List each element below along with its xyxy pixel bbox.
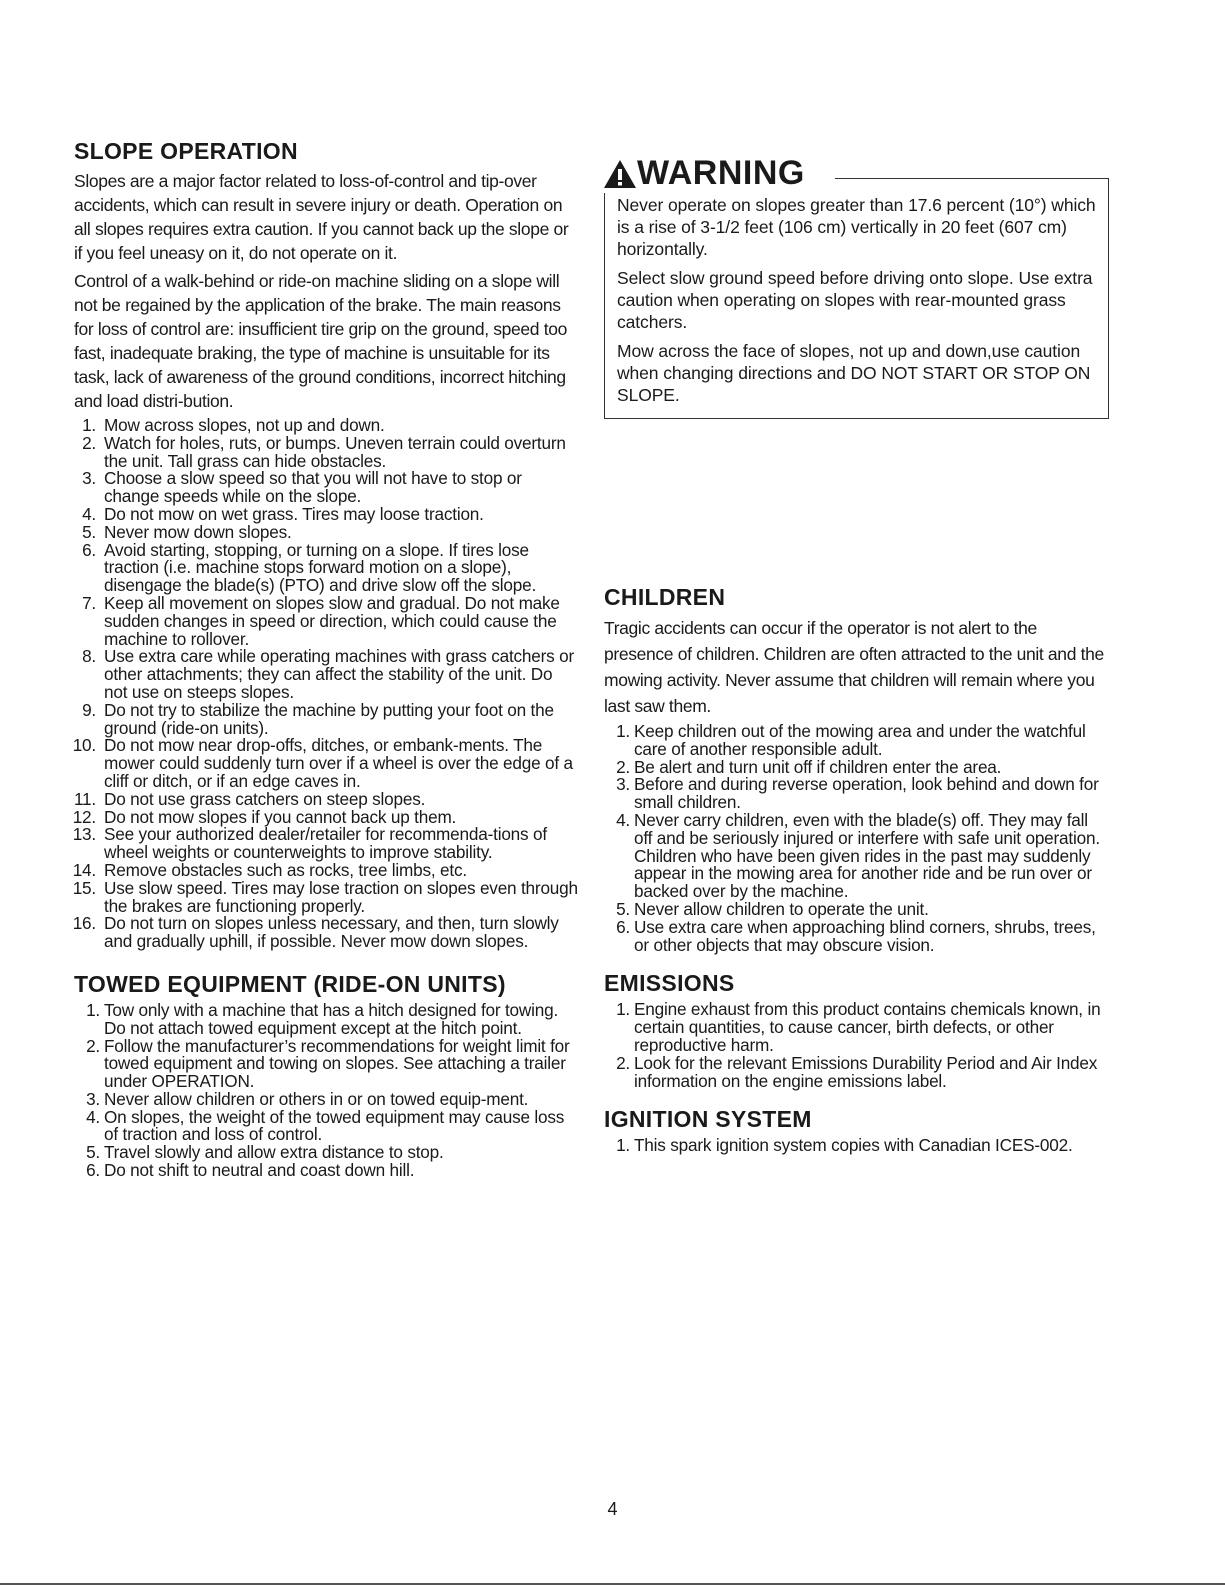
- list-item: 3 . Before and during reverse operation, look behind and down for small children.: [604, 776, 1109, 812]
- list-item: 2 . Follow the manufacturer’s recommendations for weight limit for towed equipment and towing on slopes. See attaching a trailer under OPERATION.: [74, 1038, 578, 1091]
- list-item: 6 . Use extra care when approaching blind corners, shrubs, trees, or other objects that may obscure vision.: [604, 919, 1109, 955]
- children-list: [604, 723, 1109, 954]
- list-item: 1 . Tow only with a machine that has a hitch designed for towing. Do not attach towed equipment except at the hitch point.: [74, 1002, 578, 1038]
- emissions-heading: EMISSIONS: [604, 970, 735, 997]
- list-item: 1 . Keep children out of the mowing area and under the watchful care of another responsible adult.: [604, 723, 1109, 759]
- list-item: 4 . On slopes, the weight of the towed equipment may cause loss of traction and loss of control.: [74, 1109, 578, 1145]
- list-item: 1 . Mow across slopes, not up and down.: [74, 417, 578, 435]
- ignition-system-heading: IGNITION SYSTEM: [604, 1106, 812, 1133]
- list-item: 16 . Do not turn on slopes unless necessary, and then, turn slowly and gradually uphill, if possible. Never mow down slopes.: [74, 915, 578, 951]
- list-item: 14 . Remove obstacles such as rocks, tree limbs, etc.: [74, 862, 578, 880]
- list-item: 9 . Do not try to stabilize the machine by putting your foot on the ground (ride-on units).: [74, 702, 578, 738]
- warning-paragraph: Mow across the face of slopes, not up and down,use caution when changing directions and DO NOT START OR STOP ON SLOPE.: [617, 341, 1091, 405]
- warning-border-line: [835, 178, 1108, 179]
- list-item: 8 . Use extra care while operating machines with grass catchers or other attachments; they can affect the stability of the unit. Do not use on steeps slopes.: [74, 648, 578, 701]
- slope-list: [74, 417, 578, 951]
- towed-list: [74, 999, 578, 1181]
- slope-paragraph: Slopes are a major factor related to loss-of-control and tip-over accidents, which can result in severe injury or death. Operation on all slopes requires extra caution. If you cannot back up the slope or if you feel uneasy on it, do not operate on it.: [74, 171, 569, 263]
- list-item: 5 . Never allow children to operate the unit.: [604, 901, 1109, 919]
- list-item: 1 . This spark ignition system copies with Canadian ICES-002.: [604, 1137, 1109, 1155]
- list-item: 15 . Use slow speed. Tires may lose traction on slopes even through the brakes are functioning properly.: [74, 880, 578, 916]
- list-item: 12 . Do not mow slopes if you cannot back up them.: [74, 809, 578, 827]
- warning-header: [603, 154, 813, 193]
- list-item: 3 . Never allow children or others in or on towed equip-ment.: [74, 1091, 578, 1109]
- list-item: 1 . Engine exhaust from this product contains chemicals known, in certain quantities, to cause cancer, birth defects, or other reproductive harm.: [604, 1001, 1109, 1054]
- list-item: 13 . See your authorized dealer/retailer for recommenda-tions of wheel weights or counterweights to improve stability.: [74, 826, 578, 862]
- list-item: 5 . Travel slowly and allow extra distance to stop.: [74, 1144, 578, 1162]
- warning-paragraph: Never operate on slopes greater than 17.6 percent (10°) which is a rise of 3-1/2 feet (106 cm) vertically in 20 feet (607 cm) horizontally.: [617, 195, 1096, 259]
- warning-paragraph: Select slow ground speed before driving onto slope. Use extra caution when operating on slopes with rear-mounted grass catchers.: [617, 268, 1093, 332]
- list-item: 2 . Be alert and turn unit off if children enter the area.: [604, 759, 1109, 777]
- children-paragraph: Tragic accidents can occur if the operator is not alert to the presence of children. Children are often attracted to the unit and the mowing activity. Never assume that children will remain where you last saw them.: [604, 618, 1104, 716]
- list-item: 5 . Never mow down slopes.: [74, 524, 578, 542]
- list-item: 4 . Never carry children, even with the blade(s) off. They may fall off and be seriously injured or interfere with safe unit operation. Children who have been given rides in the past may suddenly appear in the mowing area for another ride and be run over or backed over by the machine.: [604, 812, 1109, 901]
- list-item: 4 . Do not mow on wet grass. Tires may loose traction.: [74, 506, 578, 524]
- page-number: 4: [607, 1499, 618, 1519]
- right-column: [604, 154, 1109, 1156]
- children-heading: CHILDREN: [604, 584, 726, 610]
- slope-operation-heading: SLOPE OPERATION: [74, 138, 298, 164]
- warning-title: WARNING: [637, 154, 805, 192]
- list-item: 10 . Do not mow near drop-offs, ditches, or embank-ments. The mower could suddenly turn over if a wheel is over the edge of a cliff or ditch, or if an edge caves in.: [74, 737, 578, 790]
- list-item: 2 . Watch for holes, ruts, or bumps. Uneven terrain could overturn the unit. Tall grass can hide obstacles.: [74, 435, 578, 471]
- slope-paragraph: Control of a walk-behind or ride-on machine sliding on a slope will not be regained by the application of the brake. The main reasons for loss of control are: insufficient tire grip on the ground, speed too fast, inadequate braking, the type of machine is unsuitable for its task, lack of awareness of the ground conditions, incorrect hitching and load distri-bution.: [74, 271, 567, 411]
- warning-triangle-icon: [603, 159, 637, 189]
- warning-box: [604, 154, 1109, 419]
- list-item: 7 . Keep all movement on slopes slow and gradual. Do not make sudden changes in speed or direction, which could cause the machine to rollover.: [74, 595, 578, 648]
- list-item: 11 . Do not use grass catchers on steep slopes.: [74, 791, 578, 809]
- emissions-list: [604, 1001, 1109, 1090]
- list-item: 6 . Do not shift to neutral and coast down hill.: [74, 1162, 578, 1180]
- list-item: 3 . Choose a slow speed so that you will not have to stop or change speeds while on the slope.: [74, 470, 578, 506]
- towed-equipment-heading: TOWED EQUIPMENT (RIDE-ON UNITS): [74, 970, 506, 997]
- ignition-list: [604, 1137, 1109, 1155]
- left-column: [74, 138, 578, 1180]
- list-item: 6 . Avoid starting, stopping, or turning on a slope. If tires lose traction (i.e. machine stops forward motion on a slope), disengage the blade(s) (PTO) and drive slow off the slope.: [74, 542, 578, 595]
- list-item: 2 . Look for the relevant Emissions Durability Period and Air Index information on the engine emissions label.: [604, 1055, 1109, 1091]
